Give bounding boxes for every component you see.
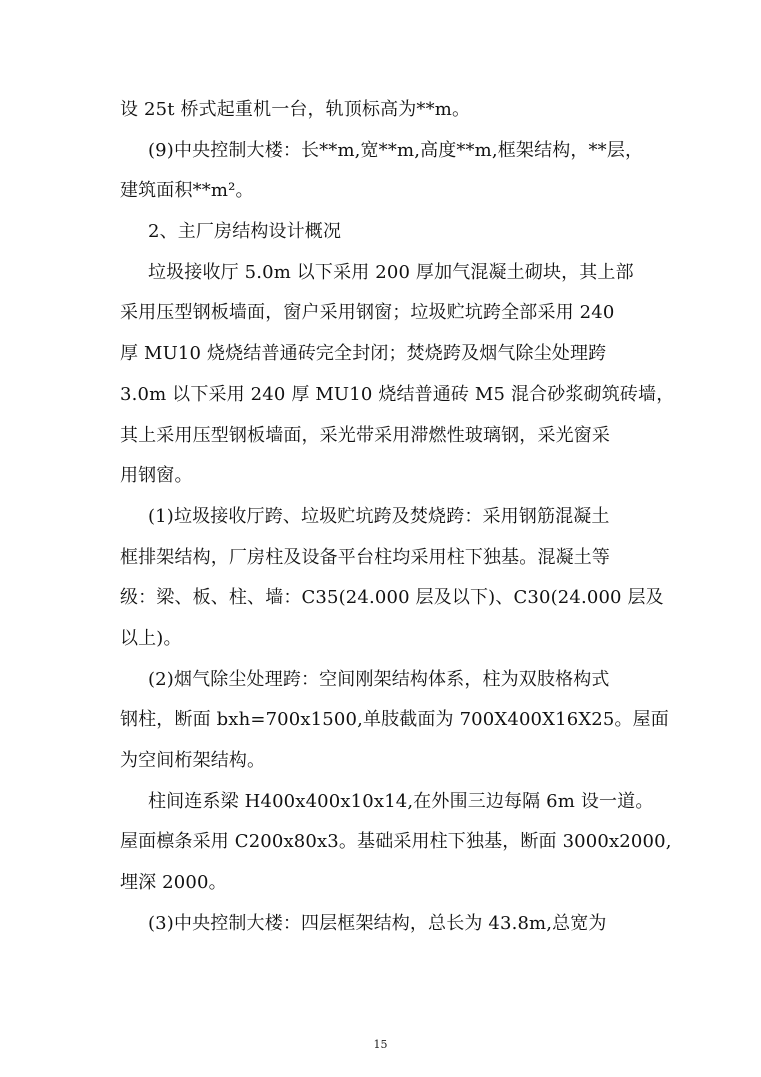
text-line: 设 25t 桥式起重机一台，轨顶标高为**m。: [120, 99, 471, 120]
text-line: 用钢窗。: [120, 465, 193, 487]
text-line: (1)垃圾接收厅跨、垃圾贮坑跨及焚烧跨：采用钢筋混凝土: [148, 505, 610, 527]
text-line: (9)中央控制大楼：长**m,宽**m,高度**m,框架结构，**层，: [148, 139, 644, 161]
text-line: 钢柱，断面 bxh=700x1500,单肢截面为 700X400X16X25。屋面: [120, 709, 669, 731]
text-line: 以上)。: [120, 627, 182, 649]
text-line: 采用压型钢板墙面，窗户采用钢窗；垃圾贮坑跨全部采用 240: [120, 302, 615, 324]
text-line: 建筑面积**m²。: [120, 180, 254, 202]
text-line: 3.0m 以下采用 240 厚 MU10 烧结普通砖 M5 混合砂浆砌筑砖墙，: [120, 383, 675, 405]
text-line: 埋深 2000。: [120, 872, 227, 894]
text-line: 厚 MU10 烧烧结普通砖完全封闭；焚烧跨及烟气除尘处理跨: [120, 343, 607, 365]
page-number: 15: [373, 1038, 388, 1051]
text-line: 其上采用压型钢板墙面，采光带采用滞燃性玻璃钢，采光窗采: [120, 424, 611, 446]
body-text: [120, 90, 675, 944]
text-line: (2)烟气除尘处理跨：空间刚架结构体系，柱为双肢格构式: [148, 668, 610, 690]
text-line: 级：梁、板、柱、墙：C35(24.000 层及以下)、C30(24.000 层及: [120, 587, 664, 609]
text-line: 柱间连系梁 H400x400x10x14,在外围三边每隔 6m 设一道。: [148, 790, 654, 812]
text-line: 为空间桁架结构。: [120, 750, 266, 771]
text-line: (3)中央控制大楼：四层框架结构，总长为 43.8m,总宽为: [148, 912, 607, 934]
section-heading: 2、主厂房结构设计概况: [148, 221, 342, 243]
text-line: 垃圾接收厅 5.0m 以下采用 200 厚加气混凝土砌块，其上部: [148, 261, 634, 283]
text-line: 屋面檩条采用 C200x80x3。基础采用柱下独基，断面 3000x2000,: [120, 831, 672, 853]
text-line: 框排架结构，厂房柱及设备平台柱均采用柱下独基。混凝土等: [120, 546, 611, 568]
